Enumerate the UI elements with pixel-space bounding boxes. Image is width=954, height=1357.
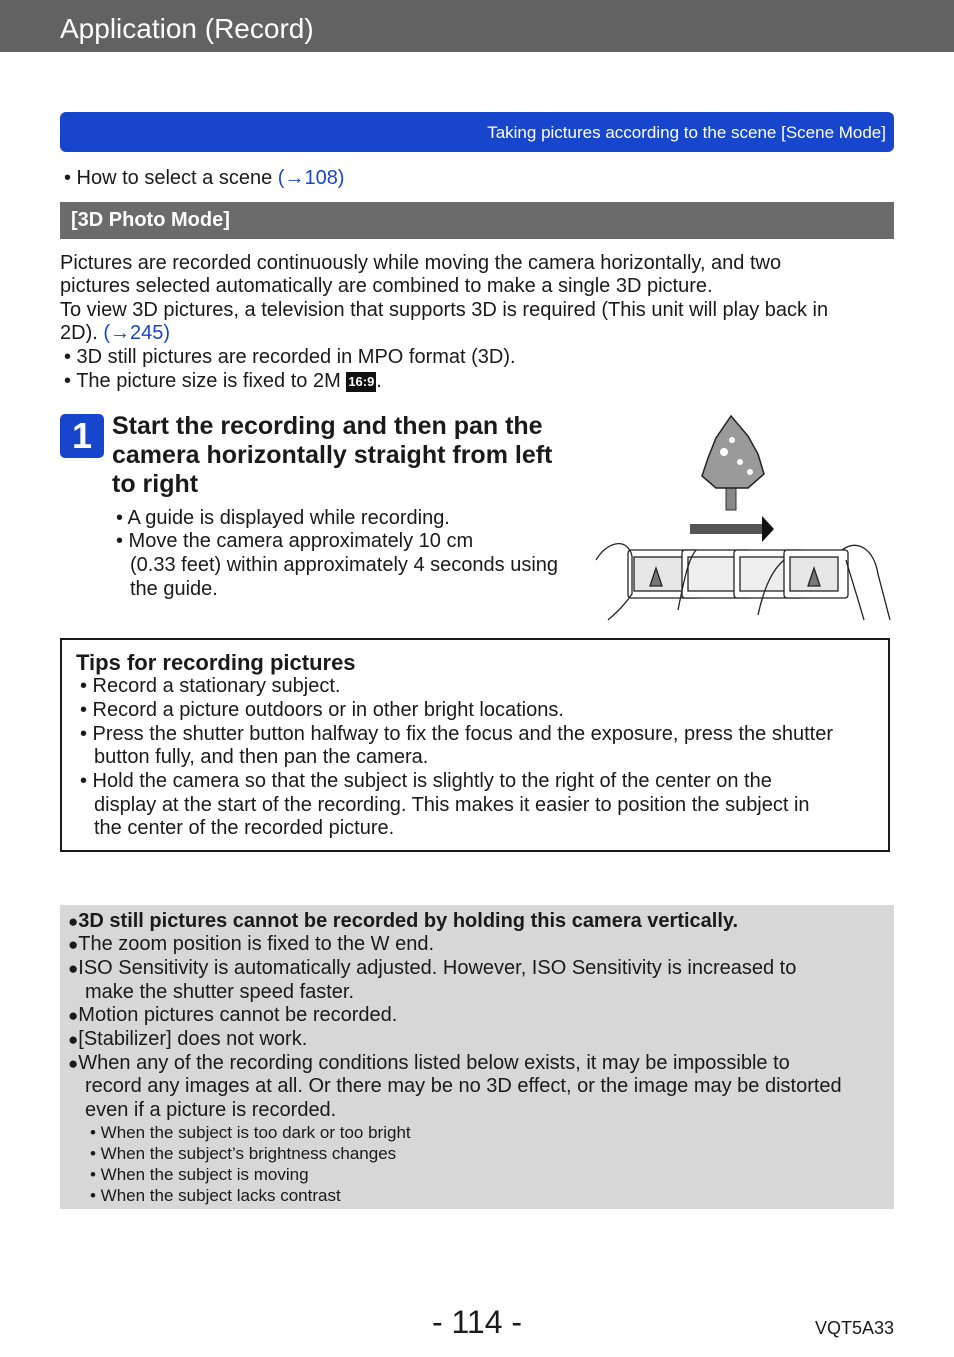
page-link-108[interactable]: (→108) [277, 167, 345, 189]
note-item-cont: even if a picture is recorded. [85, 1099, 337, 1121]
bullet-dot-icon: ● [68, 959, 79, 978]
note-text: Motion pictures cannot be recorded. [78, 1004, 398, 1026]
intro-line-2: pictures selected automatically are combined to make a single 3D picture. [60, 275, 713, 297]
tip-item-cont: button fully, and then pan the camera. [94, 746, 429, 768]
tip-item-cont: the center of the recorded picture. [94, 817, 395, 839]
bullet-dot-icon: ● [68, 935, 79, 954]
intro-bullet-size [64, 370, 382, 394]
step-bullet-move: • Move the camera approximately 10 cm [116, 530, 474, 552]
section-banner [60, 112, 894, 152]
step-bullet-move-cont: the guide. [130, 578, 218, 600]
intro-line-4 [60, 322, 170, 346]
document-code: VQT5A33 [814, 1318, 894, 1338]
tip-item: • Record a stationary subject. [80, 675, 341, 697]
tip-item: • Hold the camera so that the subject is slightly to the right of the center on the [80, 770, 772, 792]
tree-icon [702, 416, 764, 510]
bullet-dot-icon: ● [68, 1054, 79, 1073]
condition-item: • When the subject lacks contrast [90, 1186, 341, 1205]
tips-title: Tips for recording pictures [76, 650, 356, 675]
condition-item: • When the subject is too dark or too bright [90, 1123, 411, 1142]
step-bullet-guide: • A guide is displayed while recording. [116, 507, 450, 529]
step-title-line: camera horizontally straight from left [112, 441, 553, 469]
intro-line-4-text: 2D). [60, 322, 104, 344]
aspect-16-9-icon: 16:9 [346, 372, 376, 392]
subheading-text: [3D Photo Mode] [71, 209, 230, 231]
note-text: The zoom position is fixed to the W end. [78, 933, 435, 955]
step-title [112, 412, 592, 499]
subheading-bar [60, 202, 894, 239]
note-text: [Stabilizer] does not work. [78, 1028, 308, 1050]
intro-bullet-mpo: • 3D still pictures are recorded in MPO format (3D). [64, 346, 516, 368]
how-to-line [64, 167, 344, 191]
pan-camera-illustration [588, 410, 898, 625]
step-number-badge: 1 [60, 414, 104, 458]
tip-item-cont: display at the start of the recording. This makes it easier to position the subject in [94, 794, 810, 816]
note-text: ISO Sensitivity is automatically adjusted. However, ISO Sensitivity is increased to [78, 957, 797, 979]
step-title-line: Start the recording and then pan the [112, 412, 543, 440]
page-link-245[interactable]: (→245) [103, 322, 171, 344]
note-item [68, 1004, 397, 1028]
size-text: • The picture size is fixed to 2M [64, 370, 347, 392]
tip-item: • Press the shutter button halfway to fix the focus and the exposure, press the shutter [80, 723, 833, 745]
bullet-dot-icon: ● [68, 1030, 79, 1049]
note-text: When any of the recording conditions listed below exists, it may be impossible to [78, 1052, 790, 1074]
note-item [68, 933, 434, 957]
right-arrow-icon [690, 516, 774, 542]
note-item [68, 1052, 790, 1076]
note-item [68, 910, 738, 934]
chapter-title: Application (Record) [60, 13, 314, 44]
intro-line-1: Pictures are recorded continuously while moving the camera horizontally, and two [60, 252, 782, 274]
page-number: - 114 - [431, 1304, 523, 1340]
size-period: . [376, 370, 382, 392]
condition-item: • When the subject is moving [90, 1165, 309, 1184]
bullet-dot-icon: ● [68, 1006, 79, 1025]
how-to-text: • How to select a scene [64, 167, 278, 189]
note-item [68, 957, 796, 981]
camera-icon [628, 550, 848, 598]
top-header-bar [0, 0, 954, 52]
note-item-cont: make the shutter speed faster. [85, 981, 355, 1003]
condition-item: • When the subject’s brightness changes [90, 1144, 397, 1163]
step-bullet-move-cont: (0.33 feet) within approximately 4 seconds using [130, 554, 559, 576]
tip-item: • Record a picture outdoors or in other bright locations. [80, 699, 564, 721]
bullet-dot-icon: ● [68, 912, 79, 931]
note-item [68, 1028, 307, 1052]
intro-line-3: To view 3D pictures, a television that supports 3D is required (This unit will play back in [60, 299, 829, 321]
note-text: 3D still pictures cannot be recorded by holding this camera vertically. [78, 910, 739, 932]
note-item-cont: record any images at all. Or there may be no 3D effect, or the image may be distorted [85, 1075, 842, 1097]
step-title-line: to right [112, 470, 199, 498]
section-banner-text: Taking pictures according to the scene [Scene Mode] [487, 123, 886, 142]
